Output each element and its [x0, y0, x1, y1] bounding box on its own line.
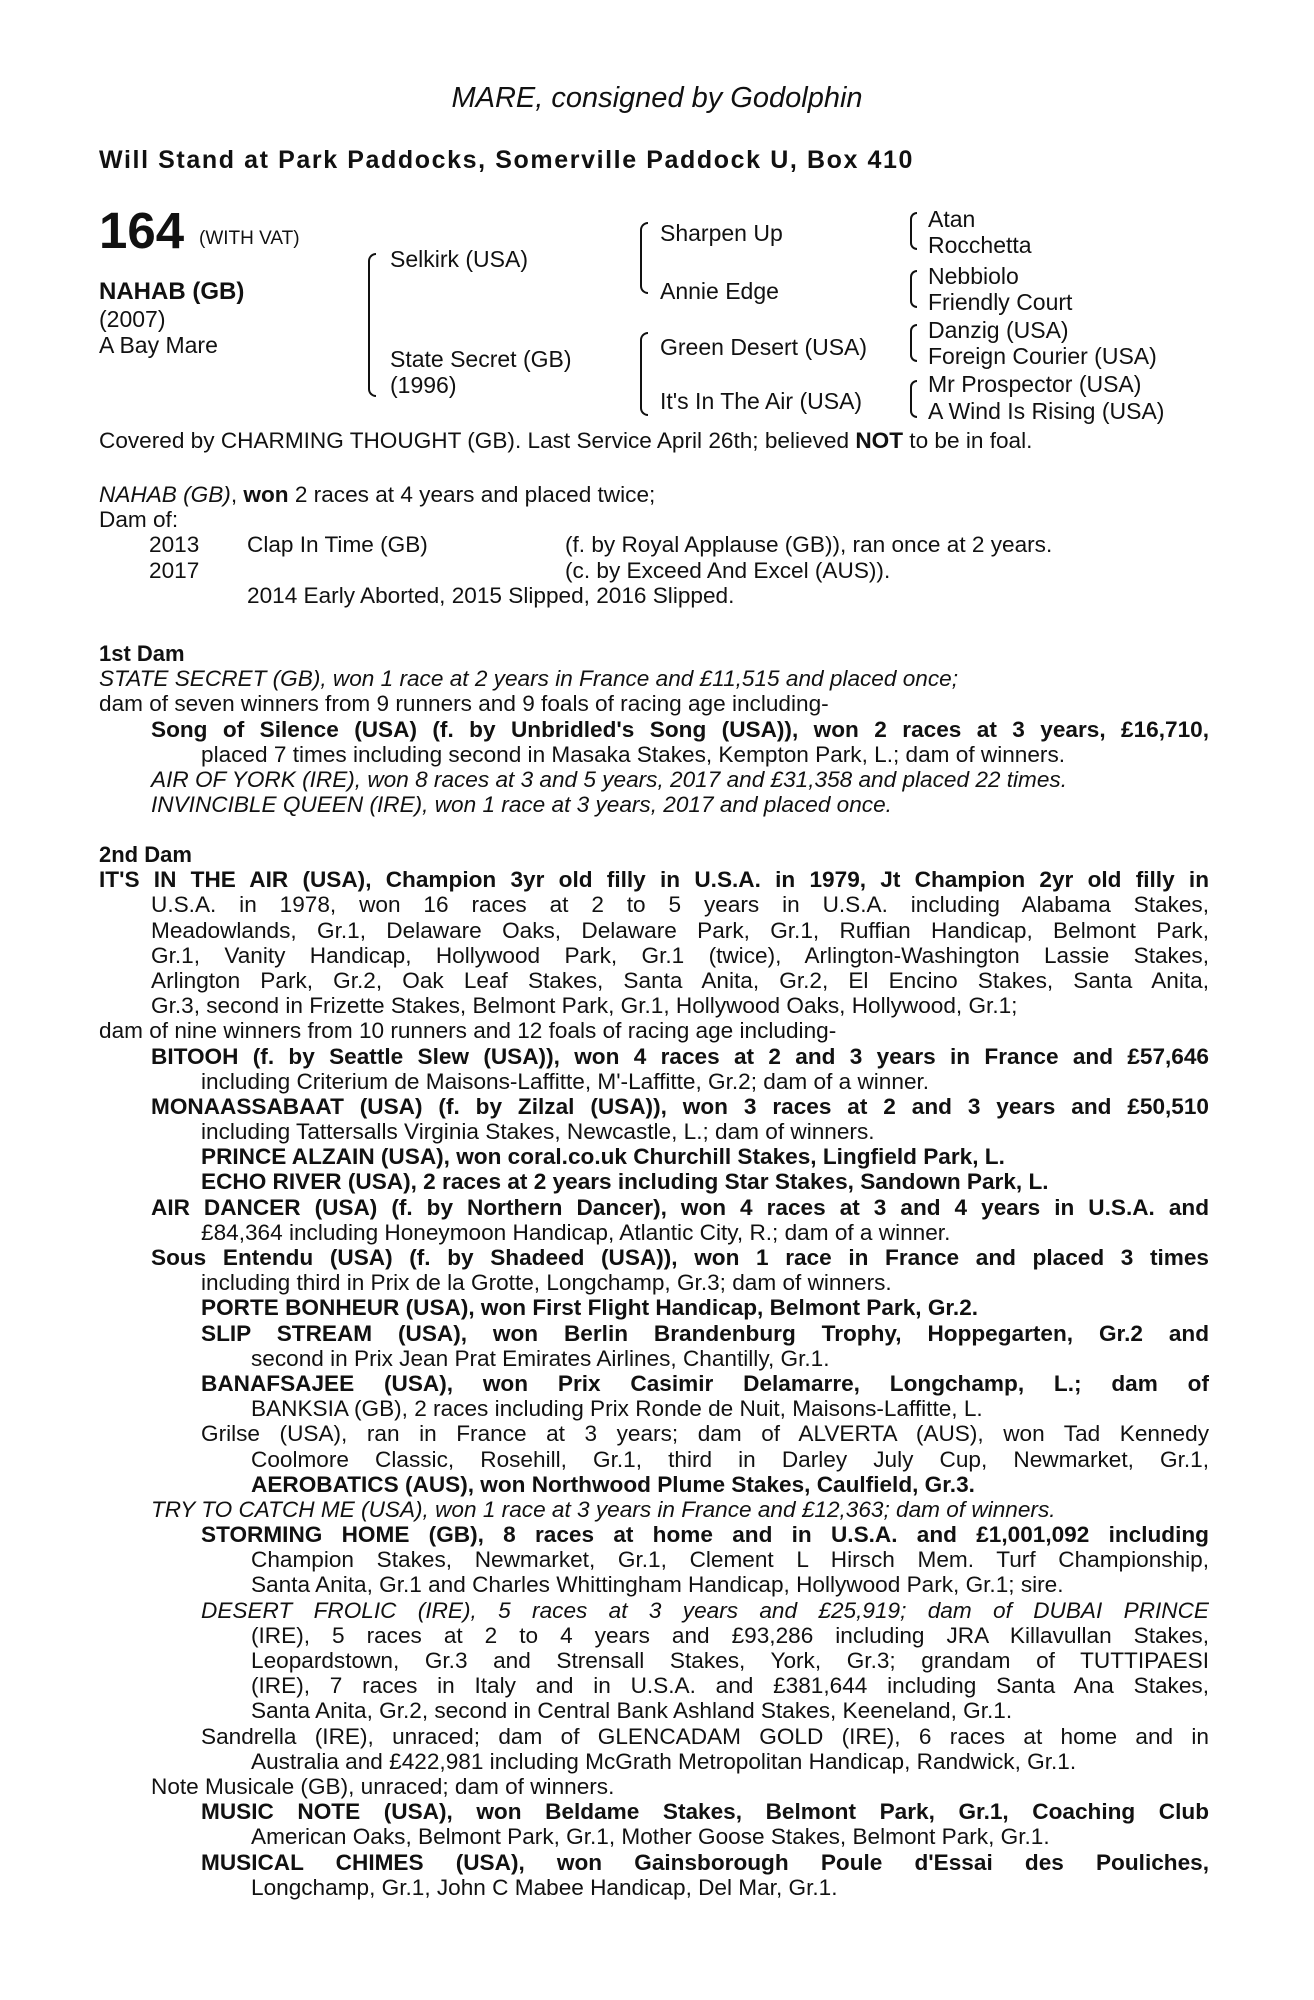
pedigree-sire-dam: Annie Edge — [660, 278, 779, 304]
dam-line: Sandrella (IRE), unraced; dam of GLENCADAM GOLD (IRE), 6 races at home and in — [201, 1723, 1209, 1749]
dam-line: INVINCIBLE QUEEN (IRE), won 1 race at 3 years, 2017 and placed once. — [151, 792, 892, 818]
dam-line: MONAASSABAAT (USA) (f. by Zilzal (USA)), won 3 races at 2 and 3 years and £50,510 — [151, 1093, 1209, 1119]
dam-line: Santa Anita, Gr.2, second in Central Bank Ashland Stakes, Keeneland, Gr.1. — [251, 1698, 1013, 1724]
dam-line: ECHO RIVER (USA), 2 races at 2 years including Star Stakes, Sandown Park, L. — [201, 1169, 1049, 1195]
produce-detail: (c. by Exceed And Excel (AUS)). — [565, 557, 891, 583]
pedigree-ddd: A Wind Is Rising (USA) — [928, 398, 1165, 424]
produce-item — [99, 532, 1209, 557]
pedigree-sds: Nebbiolo — [928, 263, 1019, 289]
produce-mare-name: NAHAB (GB) — [99, 482, 231, 507]
produce-summary — [99, 482, 1209, 507]
stand-location: Will Stand at Park Paddocks, Somerville Paddock U, Box 410 — [99, 146, 915, 174]
pedigree-dss: Danzig (USA) — [928, 317, 1069, 343]
pedigree-ssd: Rocchetta — [928, 232, 1032, 258]
dam-line: Grilse (USA), ran in France at 3 years; dam of ALVERTA (AUS), won Tad Kennedy — [201, 1421, 1209, 1447]
dam-line: MUSICAL CHIMES (USA), won Gainsborough Poule d'Essai des Pouliches, — [201, 1849, 1209, 1875]
dam-line: AEROBATICS (AUS), won Northwood Plume Stakes, Caulfield, Gr.3. — [251, 1471, 975, 1497]
dam-line: Gr.3, second in Frizette Stakes, Belmont Park, Gr.1, Hollywood Oaks, Hollywood, Gr.1; — [151, 993, 1018, 1019]
pedigree-brace-5 — [910, 270, 917, 308]
produce-sep: , — [230, 482, 238, 507]
horse-name: NAHAB (GB) — [99, 278, 245, 305]
dam-line: second in Prix Jean Prat Emirates Airlines, Chantilly, Gr.1. — [251, 1345, 830, 1371]
dam-line: PRINCE ALZAIN (USA), won coral.co.uk Churchill Stakes, Lingfield Park, L. — [201, 1144, 1005, 1170]
pedigree-brace-2 — [640, 222, 648, 294]
covering-text: Covered by CHARMING THOUGHT (GB). Last Service April 26th; believed — [99, 428, 850, 453]
dam-line: STORMING HOME (GB), 8 races at home and in U.S.A. and £1,001,092 including — [201, 1522, 1209, 1548]
dam-line: BANKSIA (GB), 2 races including Prix Ronde de Nuit, Maisons-Laffitte, L. — [251, 1396, 983, 1422]
dam-line: Coolmore Classic, Rosehill, Gr.1, third in Darley July Cup, Newmarket, Gr.1, — [251, 1446, 1209, 1472]
dam-line: including Tattersalls Virginia Stakes, Newcastle, L.; dam of winners. — [201, 1119, 875, 1145]
dam-line: dam of nine winners from 10 runners and 12 foals of racing age including- — [99, 1018, 837, 1044]
pedigree-brace-4 — [910, 212, 917, 250]
dam-line: Gr.1, Vanity Handicap, Hollywood Park, Gr.1 (twice), Arlington-Washington Lassie Stakes, — [151, 942, 1209, 968]
pedigree-brace-1 — [368, 253, 376, 397]
dam-line: Longchamp, Gr.1, John C Mabee Handicap, Del Mar, Gr.1. — [251, 1874, 838, 1900]
dam-line: BANAFSAJEE (USA), won Prix Casimir Delamarre, Longchamp, L.; dam of — [201, 1370, 1209, 1396]
horse-year: (2007) — [99, 306, 166, 332]
lot-number: 164 — [99, 202, 185, 259]
covering-note — [99, 428, 1209, 453]
dam-line: TRY TO CATCH ME (USA), won 1 race at 3 years in France and £12,363; dam of winners. — [151, 1496, 1056, 1522]
dam-line: Sous Entendu (USA) (f. by Shadeed (USA)), won 1 race in France and placed 3 times — [151, 1245, 1209, 1270]
dam-line: (IRE), 7 races in Italy and in U.S.A. and £381,644 including Santa Ana Stakes, — [251, 1673, 1209, 1699]
pedigree-sire-sire: Sharpen Up — [660, 220, 783, 246]
pedigree-sss: Atan — [928, 206, 976, 232]
page-title: MARE, consigned by Godolphin — [451, 82, 863, 114]
first-dam-heading: 1st Dam — [99, 641, 185, 666]
dam-line: Santa Anita, Gr.1 and Charles Whittingham Handicap, Hollywood Park, Gr.1; sire. — [251, 1572, 1064, 1598]
produce-name: Clap In Time (GB) — [247, 532, 428, 558]
dam-line: Meadowlands, Gr.1, Delaware Oaks, Delaware Park, Gr.1, Ruffian Handicap, Belmont Park, — [151, 917, 1209, 943]
dam-line: Arlington Park, Gr.2, Oak Leaf Stakes, Santa Anita, Gr.2, El Encino Stakes, Santa Anita, — [151, 967, 1209, 993]
dam-line: (IRE), 5 races at 2 to 4 years and £93,286 including JRA Killavullan Stakes, — [251, 1622, 1209, 1648]
pedigree-dsd: Foreign Courier (USA) — [928, 343, 1157, 369]
horse-description: A Bay Mare — [99, 332, 218, 358]
dam-line: STATE SECRET (GB), won 1 race at 2 years in France and £11,515 and placed once; — [99, 666, 958, 692]
dam-line: dam of seven winners from 9 runners and 9 foals of racing age including- — [99, 691, 829, 717]
produce-note: 2014 Early Aborted, 2015 Slipped, 2016 Slipped. — [247, 582, 735, 608]
pedigree-sire: Selkirk (USA) — [390, 246, 529, 272]
dam-line: Note Musicale (GB), unraced; dam of winners. — [151, 1773, 615, 1799]
pedigree-dds: Mr Prospector (USA) — [928, 371, 1142, 397]
pedigree-dam-dam: It's In The Air (USA) — [660, 388, 863, 414]
dam-line: Song of Silence (USA) (f. by Unbridled's Song (USA)), won 2 races at 3 years, £16,710, — [151, 716, 1209, 742]
pedigree-dam: State Secret (GB) — [390, 346, 572, 372]
produce-dam-of: Dam of: — [99, 507, 179, 533]
dam-line: including third in Prix de la Grotte, Longchamp, Gr.3; dam of winners. — [201, 1270, 892, 1296]
dam-line: SLIP STREAM (USA), won Berlin Brandenburg Trophy, Hoppegarten, Gr.2 and — [201, 1320, 1209, 1346]
dam-line: including Criterium de Maisons-Laffitte, M'-Laffitte, Gr.2; dam of a winner. — [201, 1068, 930, 1094]
first-dam-section — [99, 641, 1209, 817]
produce-won: won — [243, 482, 289, 507]
dam-line: U.S.A. in 1978, won 16 races at 2 to 5 years in U.S.A. including Alabama Stakes, — [151, 892, 1209, 918]
second-dam-section — [99, 842, 1209, 1900]
pedigree-brace-3 — [640, 332, 648, 416]
dam-line: placed 7 times including second in Masaka Stakes, Kempton Park, L.; dam of winners. — [201, 741, 1066, 767]
dam-line: Australia and £422,981 including McGrath Metropolitan Handicap, Randwick, Gr.1. — [251, 1748, 1077, 1774]
pedigree-brace-7 — [910, 380, 917, 418]
produce-year: 2017 — [149, 557, 200, 583]
dam-line: Leopardstown, Gr.3 and Strensall Stakes, York, Gr.3; grandam of TUTTIPAESI — [251, 1648, 1209, 1673]
produce-detail: (f. by Royal Applause (GB)), ran once at 2 years. — [565, 532, 1053, 558]
produce-year: 2013 — [149, 532, 200, 558]
pedigree-sdd: Friendly Court — [928, 289, 1073, 315]
vat-note: (WITH VAT) — [199, 228, 300, 249]
dam-line: American Oaks, Belmont Park, Gr.1, Mother Goose Stakes, Belmont Park, Gr.1. — [251, 1824, 1050, 1850]
pedigree-brace-6 — [910, 324, 917, 362]
dam-line: AIR OF YORK (IRE), won 8 races at 3 and 5 years, 2017 and £31,358 and placed 22 times. — [151, 766, 1067, 792]
produce-summary-rest: 2 races at 4 years and placed twice; — [294, 482, 656, 507]
pedigree-dam-sire: Green Desert (USA) — [660, 334, 868, 360]
covering-tail: to be in foal. — [909, 428, 1033, 453]
dam-line: MUSIC NOTE (USA), won Beldame Stakes, Belmont Park, Gr.1, Coaching Club — [201, 1799, 1209, 1825]
second-dam-heading: 2nd Dam — [99, 842, 192, 867]
dam-line: DESERT FROLIC (IRE), 5 races at 3 years and £25,919; dam of DUBAI PRINCE — [201, 1597, 1209, 1623]
dam-line: IT'S IN THE AIR (USA), Champion 3yr old filly in U.S.A. in 1979, Jt Champion 2yr old filly in — [99, 867, 1209, 893]
produce-item — [99, 558, 1209, 583]
pedigree-dam-year: (1996) — [390, 372, 457, 398]
covering-not: NOT — [855, 428, 904, 453]
produce-record — [99, 482, 1209, 608]
dam-line: PORTE BONHEUR (USA), won First Flight Handicap, Belmont Park, Gr.2. — [201, 1295, 979, 1321]
dam-line: £84,364 including Honeymoon Handicap, Atlantic City, R.; dam of a winner. — [201, 1219, 951, 1245]
dam-line: AIR DANCER (USA) (f. by Northern Dancer), won 4 races at 3 and 4 years in U.S.A. and — [151, 1194, 1209, 1220]
dam-line: BITOOH (f. by Seattle Slew (USA)), won 4 races at 2 and 3 years in France and £57,646 — [151, 1043, 1209, 1069]
dam-line: Champion Stakes, Newmarket, Gr.1, Clement L Hirsch Mem. Turf Championship, — [251, 1547, 1209, 1573]
